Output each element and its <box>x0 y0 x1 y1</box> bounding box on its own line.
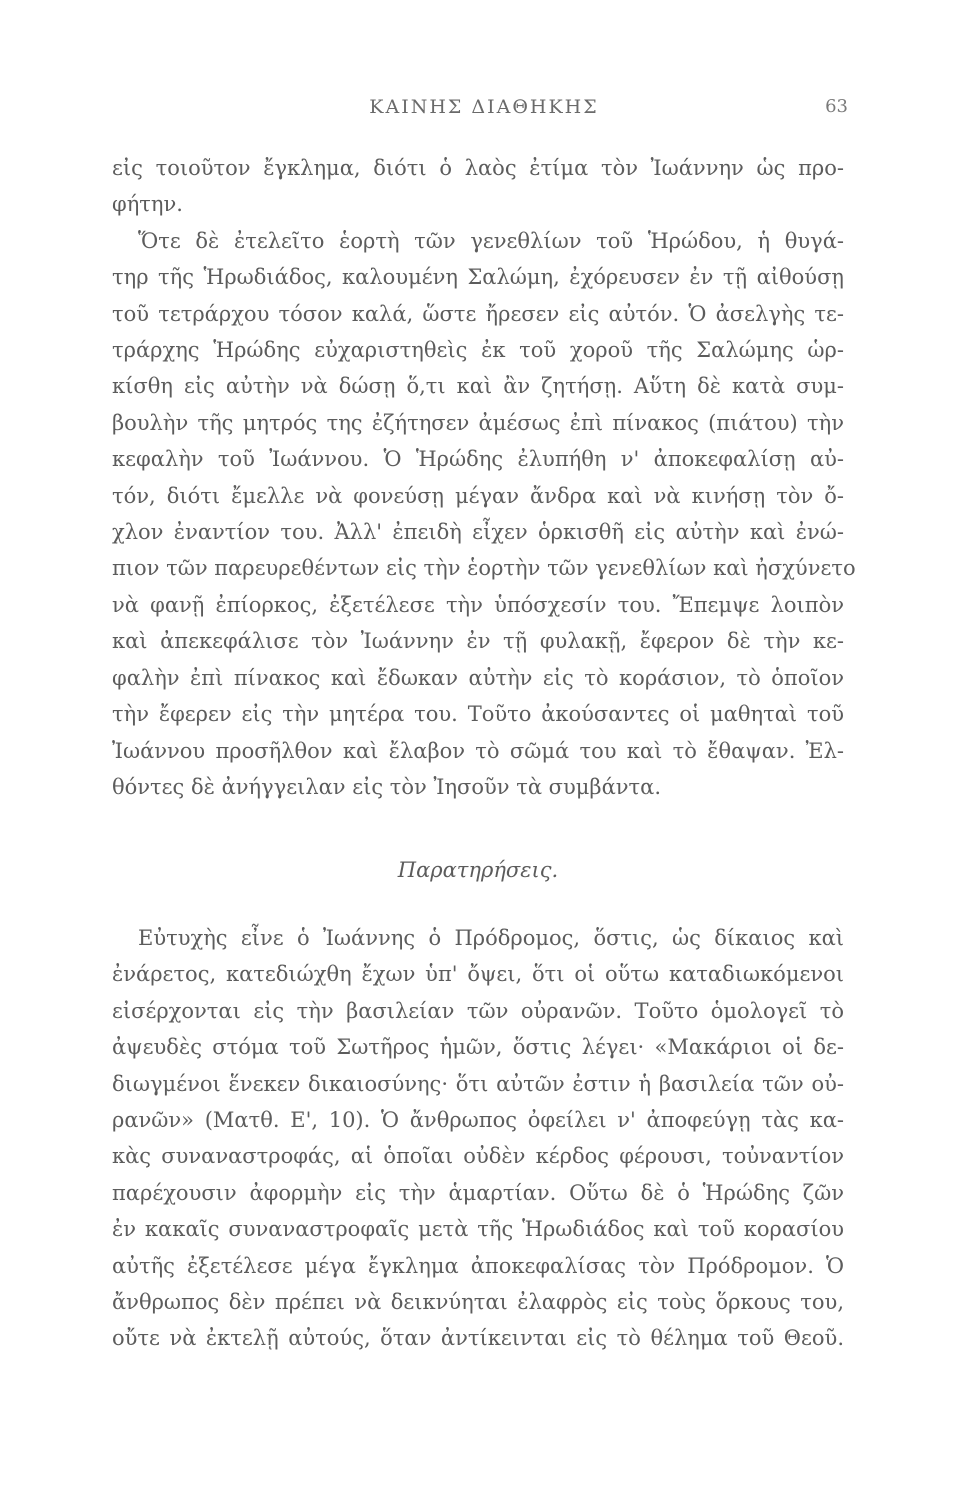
page-number: 63 <box>825 96 848 117</box>
text-line: βουλὴν τῆς μητρός της ἐζήτησεν ἀμέσως ἐπὶ πίνακος (πιάτου) τὴν <box>112 410 844 435</box>
notes-line: παρέχουσιν ἀφορμὴν εἰς τὴν ἁμαρτίαν. Οὕτω δὲ ὁ Ἡρώδης ζῶν <box>112 1180 844 1205</box>
text-line: τηρ τῆς Ἡρωδιάδος, καλουμένη Σαλώμη, ἐχόρευσεν ἐν τῇ αἰθούσῃ <box>112 265 844 290</box>
notes-line: ἄνθρωπος δὲν πρέπει νὰ δεικνύηται ἐλαφρὸς εἰς τοὺς ὅρκους του, <box>112 1290 844 1315</box>
notes-line: ρανῶν» (Ματθ. Ε', 10). Ὁ ἄνθρωπος ὀφείλει ν' ἀποφεύγῃ τὰς κα- <box>112 1108 844 1133</box>
text-line: φήτην. <box>112 192 183 217</box>
notes-line: αὐτῆς ἐξετέλεσε μέγα ἔγκλημα ἀποκεφαλίσας τὸν Πρόδρομον. Ὁ <box>112 1253 844 1278</box>
text-line: θόντες δὲ ἀνήγγειλαν εἰς τὸν Ἰησοῦν τὰ συμβάντα. <box>112 774 661 799</box>
text-line: φαλὴν ἐπὶ πίνακος καὶ ἔδωκαν αὐτὴν εἰς τὸ κοράσιον, τὸ ὁποῖον <box>112 665 844 690</box>
text-line: τοῦ τετράρχου τόσον καλά, ὥστε ἤρεσεν εἰς αὐτόν. Ὁ ἀσελγὴς τε- <box>112 301 844 326</box>
section-heading: Παρατηρήσεις. <box>397 858 559 882</box>
text-line: καὶ ἀπεκεφάλισε τὸν Ἰωάννην ἐν τῇ φυλακῇ, ἔφερον δὲ τὴν κε- <box>112 629 844 654</box>
running-title: ΚΑΙΝΗΣ ΔΙΑΘΗΚΗΣ <box>369 96 599 118</box>
notes-line: κὰς συναναστροφάς, αἱ ὁποῖαι οὐδὲν κέρδος φέρουσι, τοὐναντίον <box>112 1144 844 1169</box>
text-line: εἰς τοιοῦτον ἔγκλημα, διότι ὁ λαὸς ἐτίμα τὸν Ἰωάννην ὡς προ- <box>112 156 844 180</box>
notes-line: ἀψευδὲς στόμα τοῦ Σωτῆρος ἡμῶν, ὅστις λέγει· «Μακάριοι οἱ δε- <box>112 1035 844 1060</box>
text-line: κεφαλὴν τοῦ Ἰωάννου. Ὁ Ἡρώδης ἐλυπήθη ν' ἀποκεφαλίσῃ αὐ- <box>112 447 844 472</box>
notes-line: οὔτε νὰ ἐκτελῇ αὐτούς, ὅταν ἀντίκεινται εἰς τὸ θέλημα τοῦ Θεοῦ. <box>112 1326 844 1351</box>
notes-line: Εὐτυχὴς εἶνε ὁ Ἰωάννης ὁ Πρόδρομος, ὅστις, ὡς δίκαιος καὶ <box>138 926 844 950</box>
notes-text <box>112 920 844 1357</box>
running-header <box>120 96 848 126</box>
text-line: Ἰωάννου προσῆλθον καὶ ἔλαβον τὸ σῶμά του καὶ τὸ ἔθαψαν. Ἐλ- <box>112 738 844 763</box>
notes-line: διωγμένοι ἕνεκεν δικαιοσύνης· ὅτι αὐτῶν ἐστιν ἡ βασιλεία τῶν οὐ- <box>112 1071 844 1096</box>
text-line: τράρχης Ἡρώδης εὐχαριστηθεὶς ἐκ τοῦ χοροῦ τῆς Σαλώμης ὡρ- <box>112 338 844 363</box>
text-line: Ὅτε δὲ ἐτελεῖτο ἑορτὴ τῶν γενεθλίων τοῦ Ἡρώδου, ἡ θυγά- <box>138 228 844 253</box>
notes-line: ἐν κακαῖς συναναστροφαῖς μετὰ τῆς Ἡρωδιάδος καὶ τοῦ κορασίου <box>112 1217 844 1242</box>
text-line: τὴν ἔφερεν εἰς τὴν μητέρα του. Τοῦτο ἀκούσαντες οἱ μαθηταὶ τοῦ <box>112 702 844 727</box>
text-line: νὰ φανῇ ἐπίορκος, ἐξετέλεσε τὴν ὑπόσχεσίν του. Ἔπεμψε λοιπὸν <box>112 592 844 617</box>
text-line: χλον ἐναντίον του. Ἀλλ' ἐπειδὴ εἶχεν ὁρκισθῆ εἰς αὐτὴν καὶ ἐνώ- <box>112 520 844 545</box>
notes-line: εἰσέρχονται εἰς τὴν βασιλείαν τῶν οὐρανῶν. Τοῦτο ὁμολογεῖ τὸ <box>112 998 844 1023</box>
text-line: κίσθη εἰς αὐτὴν νὰ δώσῃ ὅ,τι καὶ ἂν ζητήσῃ. Αὕτη δὲ κατὰ συμ- <box>112 374 844 399</box>
text-line: τόν, διότι ἔμελλε νὰ φονεύσῃ μέγαν ἄνδρα καὶ νὰ κινήσῃ τὸν ὄ- <box>112 483 844 508</box>
main-text <box>112 150 856 805</box>
text-line: πιον τῶν παρευρεθέντων εἰς τὴν ἑορτὴν τῶν γενεθλίων καὶ ἠσχύνετο <box>112 556 856 581</box>
notes-line: ἐνάρετος, κατεδιώχθη ἔχων ὑπ' ὄψει, ὅτι οἱ οὕτω καταδιωκόμενοι <box>112 962 844 987</box>
